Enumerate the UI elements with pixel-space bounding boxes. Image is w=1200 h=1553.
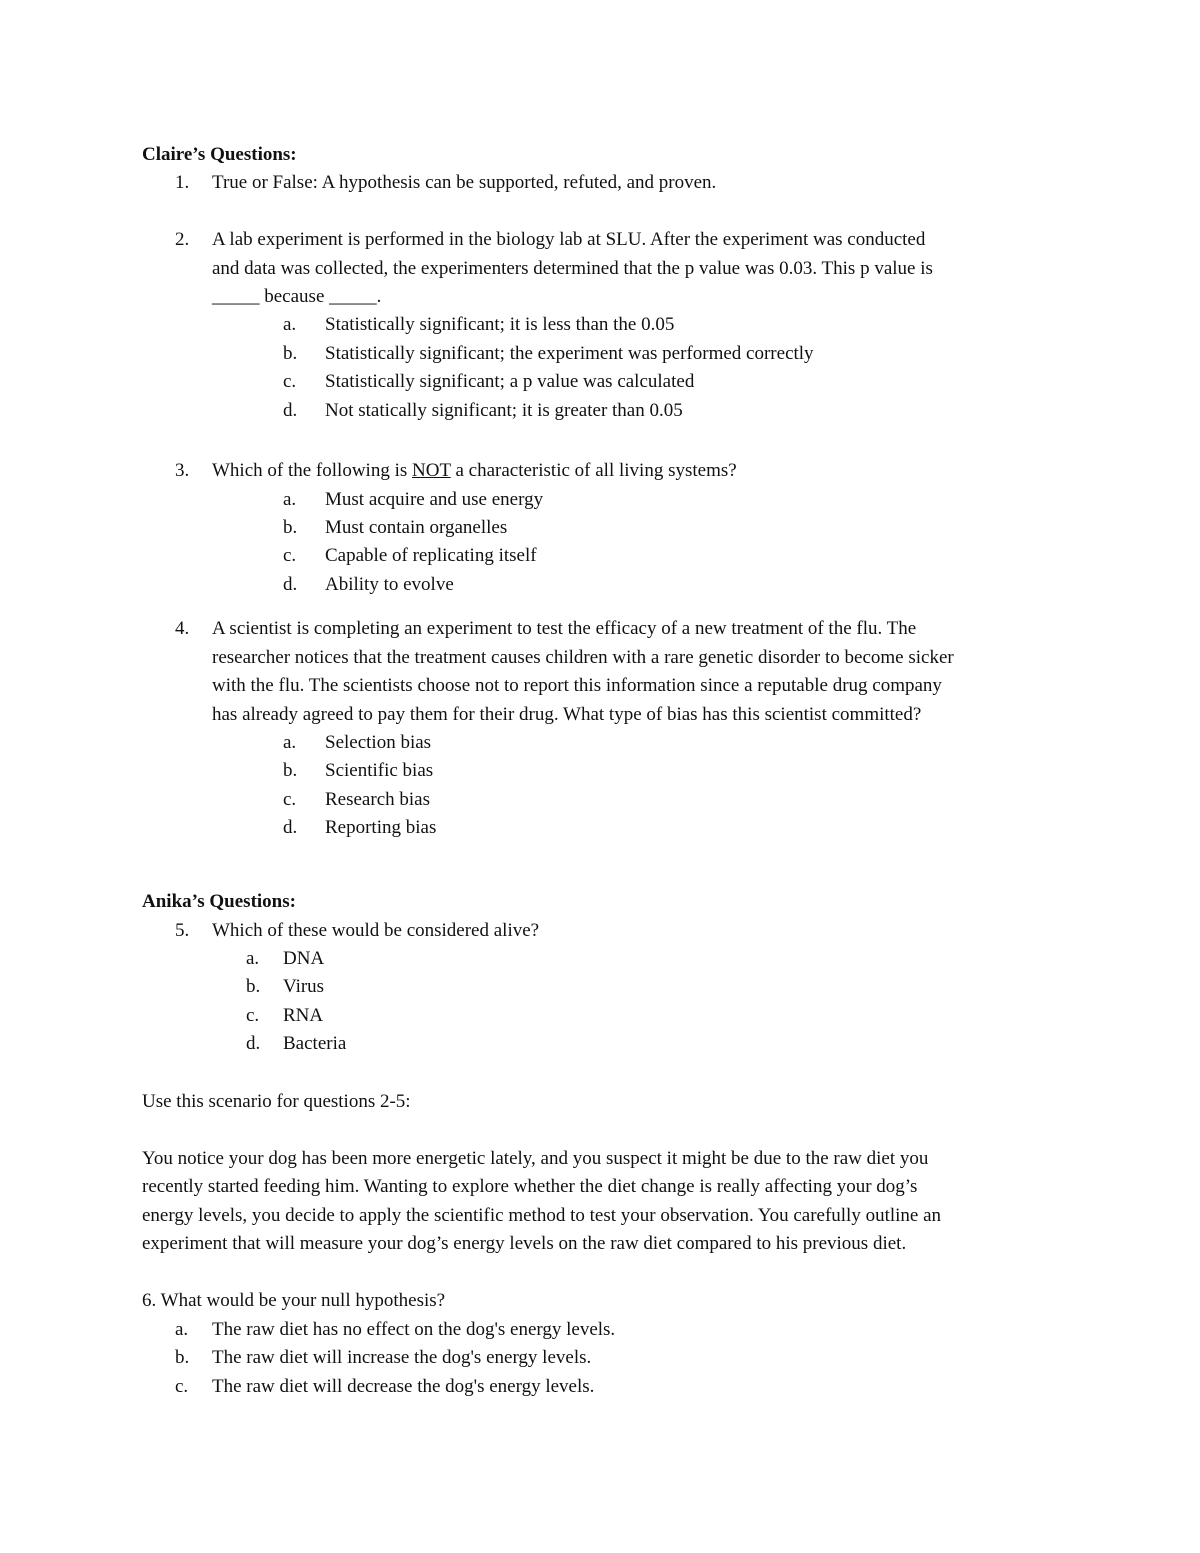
question-text-line: has already agreed to pay them for their drug. What type of bias has this scientist committed? — [212, 704, 922, 725]
option-letter: c. — [246, 1005, 260, 1026]
option-letter: b. — [283, 517, 298, 538]
option-text: RNA — [283, 1005, 324, 1026]
option-text: Virus — [283, 976, 325, 997]
question-text-line: with the flu. The scientists choose not to report this information since a reputable drug company — [212, 675, 942, 696]
scenario-line: You notice your dog has been more energetic lately, and you suspect it might be due to the raw diet you — [142, 1148, 929, 1169]
option-letter: c. — [283, 789, 297, 810]
option-letter: b. — [175, 1347, 190, 1368]
scenario-line: energy levels, you decide to apply the scientific method to test your observation. You carefully outline an — [142, 1205, 942, 1226]
question-text-line: researcher notices that the treatment causes children with a rare genetic disorder to become sicker — [212, 647, 954, 668]
question-number: 3. — [175, 460, 190, 481]
option-text: The raw diet will decrease the dog's energy levels. — [212, 1376, 595, 1397]
emphasis-not: NOT — [412, 460, 451, 481]
option-text: Ability to evolve — [325, 574, 454, 595]
option-text: Bacteria — [283, 1033, 347, 1054]
option-text: Statistically significant; it is less than the 0.05 — [325, 314, 675, 335]
question-text: Which of these would be considered alive? — [212, 920, 540, 941]
question-number: 2. — [175, 229, 190, 250]
option-text: Scientific bias — [325, 760, 434, 781]
option-text: Must acquire and use energy — [325, 489, 544, 510]
option-text: Reporting bias — [325, 817, 437, 838]
option-letter: b. — [246, 976, 261, 997]
option-text: Must contain organelles — [325, 517, 508, 538]
option-text: Research bias — [325, 789, 430, 810]
question-text-line: _____ because _____. — [212, 286, 382, 307]
question-text: 6. What would be your null hypothesis? — [142, 1290, 446, 1311]
section-title-claire: Claire’s Questions: — [142, 144, 297, 165]
question-text-line: and data was collected, the experimenters determined that the p value was 0.03. This p value is — [212, 258, 933, 279]
option-letter: b. — [283, 760, 298, 781]
question-text: Which of the following is NOT a characteristic of all living systems? — [212, 460, 737, 481]
question-text-line: A scientist is completing an experiment to test the efficacy of a new treatment of the flu. The — [212, 618, 917, 639]
scenario-intro: Use this scenario for questions 2-5: — [142, 1091, 411, 1112]
option-text: Statistically significant; a p value was calculated — [325, 371, 695, 392]
option-letter: a. — [283, 489, 297, 510]
question-number: 4. — [175, 618, 190, 639]
option-text: Statistically significant; the experiment was performed correctly — [325, 343, 814, 364]
scenario-line: recently started feeding him. Wanting to explore whether the diet change is really affecting your dog’s — [142, 1176, 918, 1197]
option-text: The raw diet has no effect on the dog's energy levels. — [212, 1319, 616, 1340]
option-letter: d. — [283, 817, 298, 838]
question-number: 1. — [175, 172, 190, 193]
question-text-line: A lab experiment is performed in the biology lab at SLU. After the experiment was conducted — [212, 229, 926, 250]
option-letter: b. — [283, 343, 298, 364]
option-letter: d. — [283, 574, 298, 595]
question-number: 5. — [175, 920, 190, 941]
option-letter: d. — [246, 1033, 261, 1054]
option-letter: a. — [283, 732, 297, 753]
option-letter: c. — [283, 371, 297, 392]
option-text: Capable of replicating itself — [325, 545, 537, 566]
option-text: DNA — [283, 948, 325, 969]
scenario-line: experiment that will measure your dog’s energy levels on the raw diet compared to his previous diet. — [142, 1233, 907, 1254]
option-letter: a. — [283, 314, 297, 335]
option-letter: a. — [175, 1319, 189, 1340]
option-letter: c. — [175, 1376, 189, 1397]
option-text: Selection bias — [325, 732, 432, 753]
question-text: True or False: A hypothesis can be supported, refuted, and proven. — [212, 172, 717, 193]
option-letter: c. — [283, 545, 297, 566]
section-title-anika: Anika’s Questions: — [142, 891, 296, 912]
option-letter: a. — [246, 948, 260, 969]
option-text: Not statically significant; it is greater than 0.05 — [325, 400, 683, 421]
option-text: The raw diet will increase the dog's energy levels. — [212, 1347, 592, 1368]
option-letter: d. — [283, 400, 298, 421]
